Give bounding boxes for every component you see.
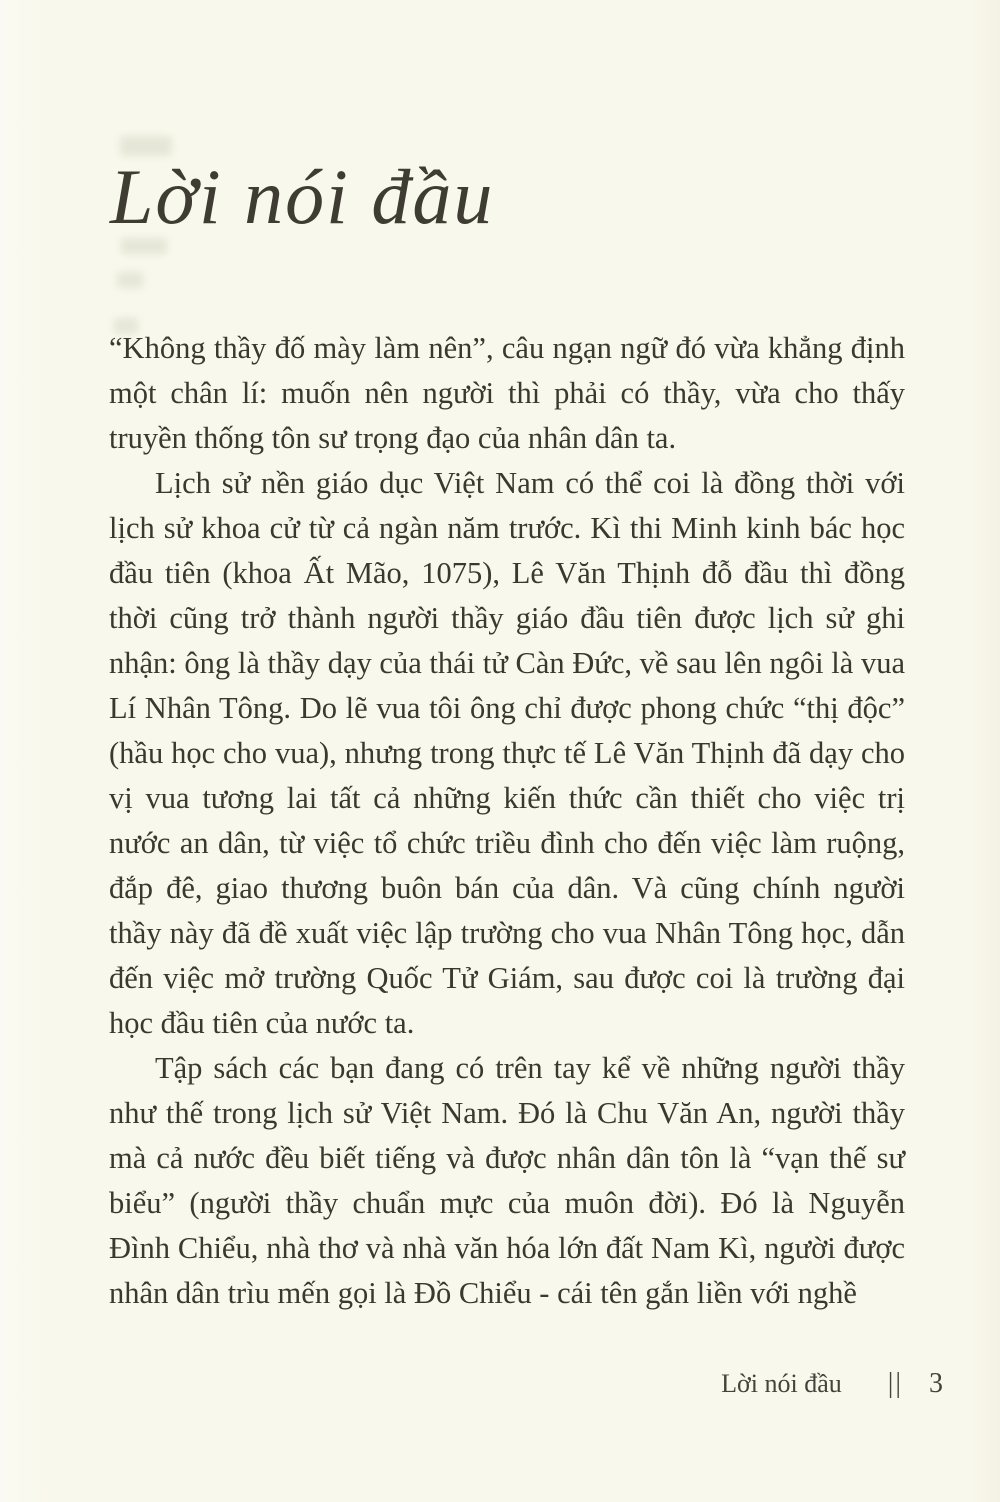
- paragraph: “Không thầy đố mày làm nên”, câu ngạn ngữ đó vừa khẳng định một chân lí: muốn nên người thì phải có thầy, vừa cho thấy truyền thống tôn sư trọng đạo của nhân dân ta.: [109, 331, 905, 455]
- paragraph: Lịch sử nền giáo dục Việt Nam có thể coi là đồng thời với lịch sử khoa cử từ cả ngàn năm trước. Kì thi Minh kinh bác học đầu tiên (khoa Ất Mão, 1075), Lê Văn Thịnh đỗ đầu thì đồng thời cũng trở thành người thầy giáo đầu tiên được lịch sử ghi nhận: ông là thầy dạy của thái tử Càn Đức, về sau lên ngôi là vua Lí Nhân Tông. Do lẽ vua tôi ông chỉ được phong chức “thị độc” (hầu học cho vua), nhưng trong thực tế Lê Văn Thịnh đã dạy cho vị vua tương lai tất cả những kiến thức cần thiết cho việc trị nước an dân, từ việc tổ chức triều đình cho đến việc làm ruộng, đắp đê, giao thương buôn bán của dân. Và cũng chính người thầy này đã đề xuất việc lập trường cho vua Nhân Tông học, dẫn đến việc mở trường Quốc Tử Giám, sau được coi là trường đại học đầu tiên của nước ta.: [109, 466, 905, 1040]
- bleed-through-mark: [117, 272, 143, 288]
- paragraph: Tập sách các bạn đang có trên tay kể về những người thầy như thế trong lịch sử Việt Nam. Đó là Chu Văn An, người thầy mà cả nước đều biết tiếng và được nhân dân tôn là “vạn thế sư biểu” (người thầy chuẩn mực của muôn đời). Đó là Nguyễn Đình Chiểu, nhà thơ và nhà văn hóa lớn đất Nam Kì, người được nhân dân trìu mến gọi là Đồ Chiểu - cái tên gắn liền với nghề: [109, 1051, 905, 1310]
- page-footer: [721, 1368, 943, 1400]
- footer-chapter-label: Lời nói đầu: [721, 1369, 842, 1398]
- footer-page-number: 3: [929, 1368, 943, 1399]
- footer-separator: ||: [887, 1368, 903, 1399]
- page-title: Lời nói đầu: [110, 153, 495, 240]
- body-text: [109, 326, 905, 1316]
